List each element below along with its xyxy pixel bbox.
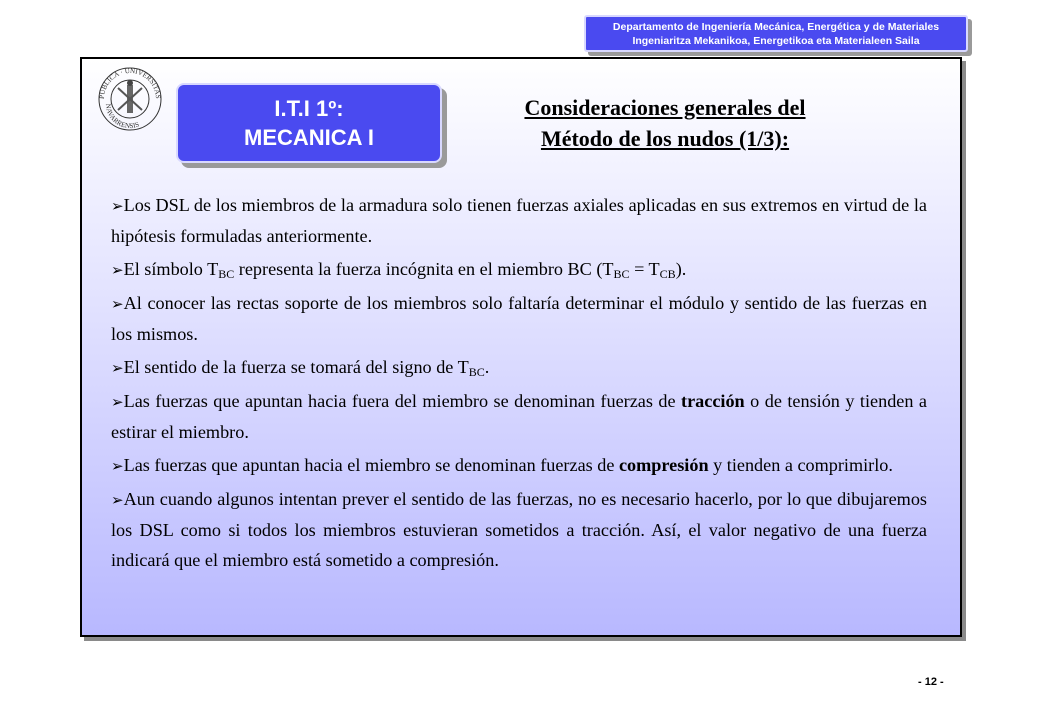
department-name-es: Departamento de Ingeniería Mecánica, Energética y de Materiales bbox=[612, 20, 940, 33]
slide-title-line2: Método de los nudos (1/3): bbox=[540, 126, 790, 151]
term-compresion: compresión bbox=[618, 455, 709, 475]
bullet-arrow-icon: ➢ bbox=[111, 261, 124, 279]
university-seal-logo bbox=[96, 66, 164, 132]
bullet-item: ➢Aun cuando algunos intentan prever el sentido de las fuerzas, no es necesario hacerlo, por lo que dibujaremos los DSL como si todos los miembros estuvieran sometidos a tracción. Así, el valor negativo de una fuerza indicará que el miembro está sometido a compresión. bbox=[111, 489, 927, 570]
bullet-arrow-icon: ➢ bbox=[111, 491, 124, 509]
slide-title bbox=[470, 92, 860, 154]
bullet-arrow-icon: ➢ bbox=[111, 393, 124, 411]
page-number: - 12 - bbox=[918, 676, 944, 688]
seal-text-top: PUBLICA · UNIVERSITAS bbox=[97, 66, 163, 100]
bullet-item: ➢El sentido de la fuerza se tomará del signo de $T_{BC}$. bbox=[111, 357, 490, 379]
bullet-arrow-icon: ➢ bbox=[111, 457, 124, 475]
bullet-item: ➢Las fuerzas que apuntan hacia fuera del miembro se denominan fuerzas de tracción o de tensión y tienden a estirar el miembro. bbox=[111, 391, 928, 442]
course-code: I.T.I 1º: bbox=[274, 96, 344, 121]
bullet-item: ➢Los DSL de los miembros de la armadura solo tienen fuerzas axiales aplicadas en sus extremos en virtud de la hipótesis formuladas anteriormente. bbox=[111, 195, 927, 246]
slide-title-line1: Consideraciones generales del bbox=[524, 95, 806, 120]
department-banner bbox=[584, 15, 968, 52]
seal-text-bottom: NAVARRENSIS bbox=[103, 103, 141, 131]
bullet-arrow-icon: ➢ bbox=[111, 197, 124, 215]
bullet-list bbox=[111, 190, 927, 578]
bullet-item: ➢Al conocer las rectas soporte de los miembros solo faltaría determinar el módulo y sentido de las fuerzas en los mismos. bbox=[111, 293, 927, 344]
term-traccion: tracción bbox=[681, 391, 745, 411]
bullet-item: ➢El símbolo $T_{BC}$ representa la fuerza incógnita en el miembro BC $(T_{BC} = T_{CB})$. bbox=[111, 259, 687, 281]
course-name: MECANICA I bbox=[244, 125, 374, 150]
department-name-eu: Ingeniaritza Mekanikoa, Energetikoa eta Materialeen Saila bbox=[632, 34, 920, 47]
bullet-arrow-icon: ➢ bbox=[111, 295, 124, 313]
course-badge bbox=[176, 83, 442, 163]
bullet-item: ➢Las fuerzas que apuntan hacia el miembro se denominan fuerzas de compresión y tienden a comprimirlo. bbox=[111, 455, 893, 475]
bullet-arrow-icon: ➢ bbox=[111, 359, 124, 377]
